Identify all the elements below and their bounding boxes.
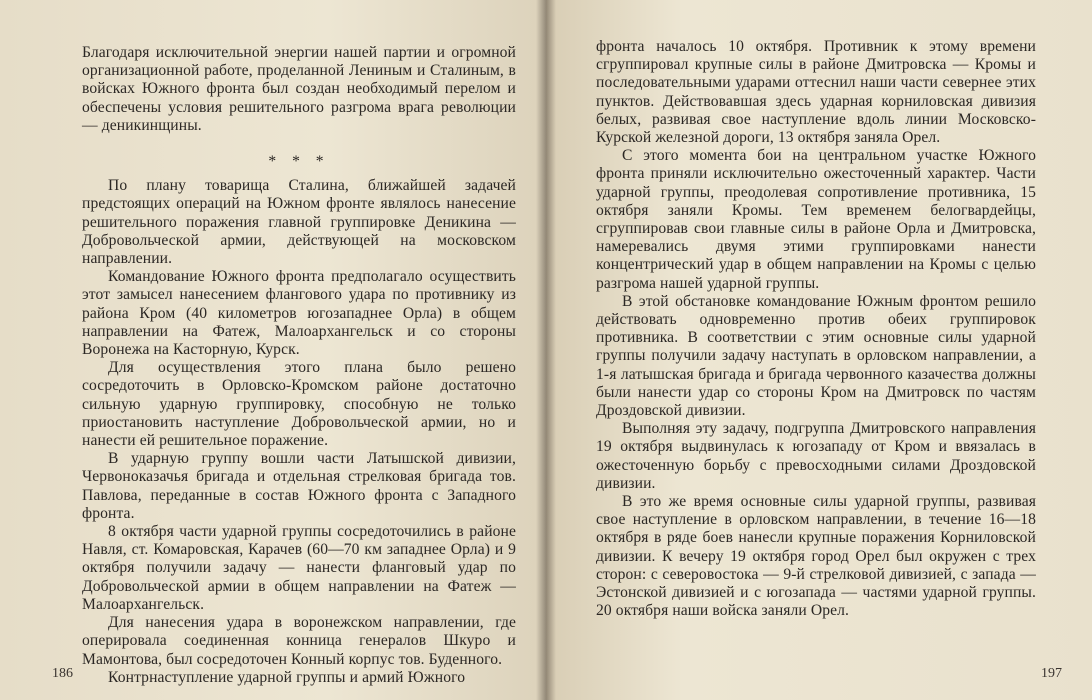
paragraph: 8 октября части ударной группы сосредоточились в районе Навля, ст. Комаровская, Карачев (60—70 км западнее Орла) и 9 октября получили задачу — нанести фланговый удар по Добровольческой армии в общем направлении на Фатеж — Малоархангельск. xyxy=(82,523,516,613)
paragraph: Для нанесения удара в воронежском направлении, где оперировала соединенная конница генералов Шкуро и Мамонтова, был сосредоточен Конный корпус тов. Буденного. xyxy=(82,614,516,668)
paragraph: С этого момента бои на центральном участке Южного фронта приняли исключительно ожесточенный характер. Части ударной группы, преодолевая сопротивление противника, 15 октября заняли Кромы. Тем временем белогвардейцы, сгруппировав свои главные силы в районе Орла и Дмитровска, намеревались двумя этими группировками нанести концентрический удар в общем направлении на Кромы с целью разгрома нашей ударной группы. xyxy=(596,147,1036,292)
paragraph: По плану товарища Сталина, ближайшей задачей предстоящих операций на Южном фронте являлось нанесение решительного поражения главной группировке Деникина — Добровольческой армии, действующей на московском направлении. xyxy=(82,177,516,268)
paragraph: Выполняя эту задачу, подгруппа Дмитровского направления 19 октября выдвинулась к югозападу от Кром и ввязалась в ожесточенную борьбу с превосходными силами Дроздовской дивизии. xyxy=(596,420,1036,492)
paragraph: В ударную группу вошли части Латышской дивизии, Червоноказачья бригада и отдельная стрелковая бригада тов. Павлова, переданные в состав Южного фронта с Западного фронта. xyxy=(82,450,516,522)
book-gutter xyxy=(536,0,556,700)
paragraph: Контрнаступление ударной группы и армий Южного xyxy=(108,668,466,686)
paragraph: В это же время основные силы ударной группы, развивая свое наступление в орловском направлении, в течение 16—18 октября в ряде боев нанесли крупные поражения Корниловской дивизии. К вечеру 19 октября город Орел был окружен с трех сторон: с северовостока — 9-й стрелковой дивизией, с запада — Эстонской дивизией и с югозапада — частями ударной группы. 20 октября наши войска заняли Орел. xyxy=(596,493,1036,620)
right-page-text xyxy=(596,38,1036,621)
right-page xyxy=(546,0,1092,700)
paragraph: Командование Южного фронта предполагало осуществить этот замысел нанесением флангового удара по противнику из района Кром (40 километров югозападнее Орла) в общем направлении на Фатеж, Малоархангельск и со стороны Воронежа на Касторную, Курск. xyxy=(82,268,516,359)
paragraph: В этой обстановке командование Южным фронтом решило действовать одновременно против обеих группировок противника. В соответствии с этим основные силы ударной группы получили задачу наступать в орловском направлении, а 1-я латышская бригада и бригада червонного казачества должны были нанести удар со стороны Кром на Дмитровск по частям Дроздовской дивизии. xyxy=(596,292,1036,420)
paragraph: Для осуществления этого плана было решено сосредоточить в Орловско-Кромском районе достаточно сильную ударную группировку, способную не только приостановить наступление Добровольческой армии, но и нанести ей решительное поражение. xyxy=(82,359,516,450)
page-number: 186 xyxy=(52,666,73,681)
left-page-text xyxy=(82,44,516,687)
paragraph: фронта началось 10 октября. Противник к этому времени сгруппировал крупные силы в районе Дмитровска — Кромы и последовательными ударами оттеснил наши части севернее этих пунктов. Действовавшая здесь ударная корниловская дивизия белых, развивая свое наступление вдоль линии Московско-Курской железной дороги, 13 октября заняла Орел. xyxy=(596,38,1036,147)
page-number: 197 xyxy=(1041,666,1062,681)
paragraph: Благодаря исключительной энергии нашей партии и огромной организационной работе, проделанной Лениным и Сталиным, в войсках Южного фронта был создан необходимый перелом и обеспечены условия решительного разгрома врага революции — деникинщины. xyxy=(82,44,516,134)
section-separator: * * * xyxy=(268,153,330,171)
